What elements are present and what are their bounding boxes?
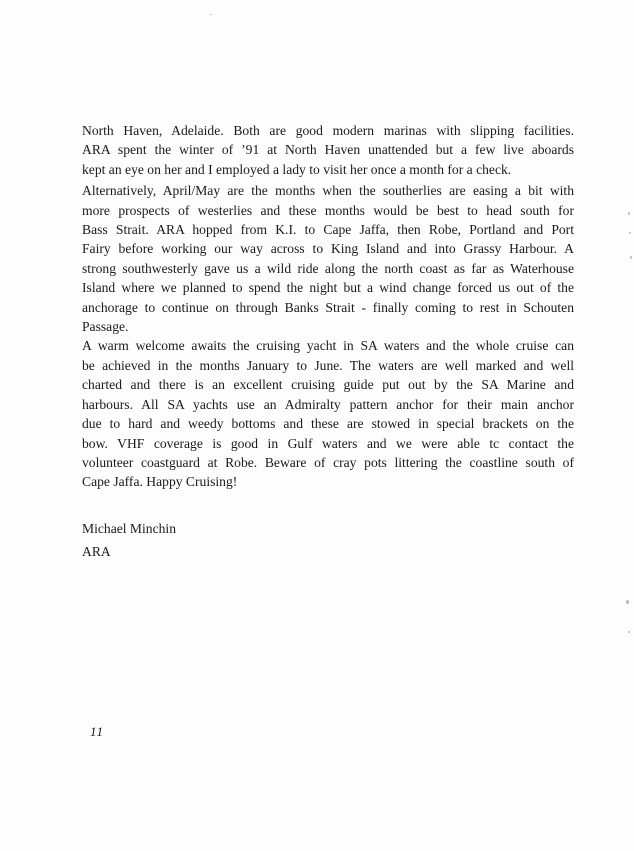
text-line: Passage. <box>82 319 129 335</box>
text-line: be achieved in the months January to June. The waters are well marked and well <box>82 357 574 373</box>
text-line: ARA spent the winter of ’91 at North Haven unattended but a few live aboards <box>82 142 574 158</box>
text-line: A warm welcome awaits the cruising yacht in SA waters and the whole cruise can <box>82 338 574 354</box>
paragraph-1 <box>82 121 574 179</box>
text-line: Bass Strait. ARA hopped from K.I. to Cape Jaffa, then Robe, Portland and Port <box>82 222 574 238</box>
text-line: harbours. All SA yachts use an Admiralty pattern anchor for their main anchor <box>82 396 574 412</box>
scan-speck <box>626 600 629 604</box>
text-line: Fairy before working our way across to King Island and into Grassy Harbour. A <box>82 241 574 257</box>
text-line: volunteer coastguard at Robe. Beware of cray pots littering the coastline south of <box>82 454 574 470</box>
scan-speck <box>628 212 630 215</box>
text-line: kept an eye on her and I employed a lady to visit her once a month for a check. <box>82 161 512 177</box>
text-line: bow. VHF coverage is good in Gulf waters and we were able tc contact the <box>82 435 574 451</box>
scan-speck <box>630 256 632 259</box>
text-line: Alternatively, April/May are the months when the southerlies are easing a bit with <box>82 183 574 199</box>
scan-speck <box>628 631 630 633</box>
author-name: Michael Minchin <box>82 521 177 536</box>
signature-block <box>82 517 176 563</box>
paragraph-3 <box>82 336 574 491</box>
text-line: due to hard and weedy bottoms and these are stowed in special brackets on the <box>82 416 574 432</box>
text-line: strong southwesterly gave us a wild ride along the north coast as far as Waterhouse <box>82 260 574 276</box>
text-line: Island where we planned to spend the night but a wind change forced us out of the <box>82 280 574 296</box>
scan-speck <box>629 232 631 234</box>
text-line: anchorage to continue on through Banks Strait - finally coming to rest in Schouten <box>82 299 574 315</box>
text-line: Cape Jaffa. Happy Cruising! <box>82 474 238 490</box>
text-line: North Haven, Adelaide. Both are good modern marinas with slipping facilities. <box>82 123 574 138</box>
boat-name: ARA <box>82 544 111 559</box>
text-line: charted and there is an excellent cruising guide put out by the SA Marine and <box>82 377 574 393</box>
text-line: more prospects of westerlies and these months would be best to head south for <box>82 202 574 218</box>
page-number: 11 <box>90 724 105 739</box>
scan-speck <box>210 14 212 15</box>
body-text <box>82 121 574 492</box>
paragraph-2 <box>82 181 574 336</box>
